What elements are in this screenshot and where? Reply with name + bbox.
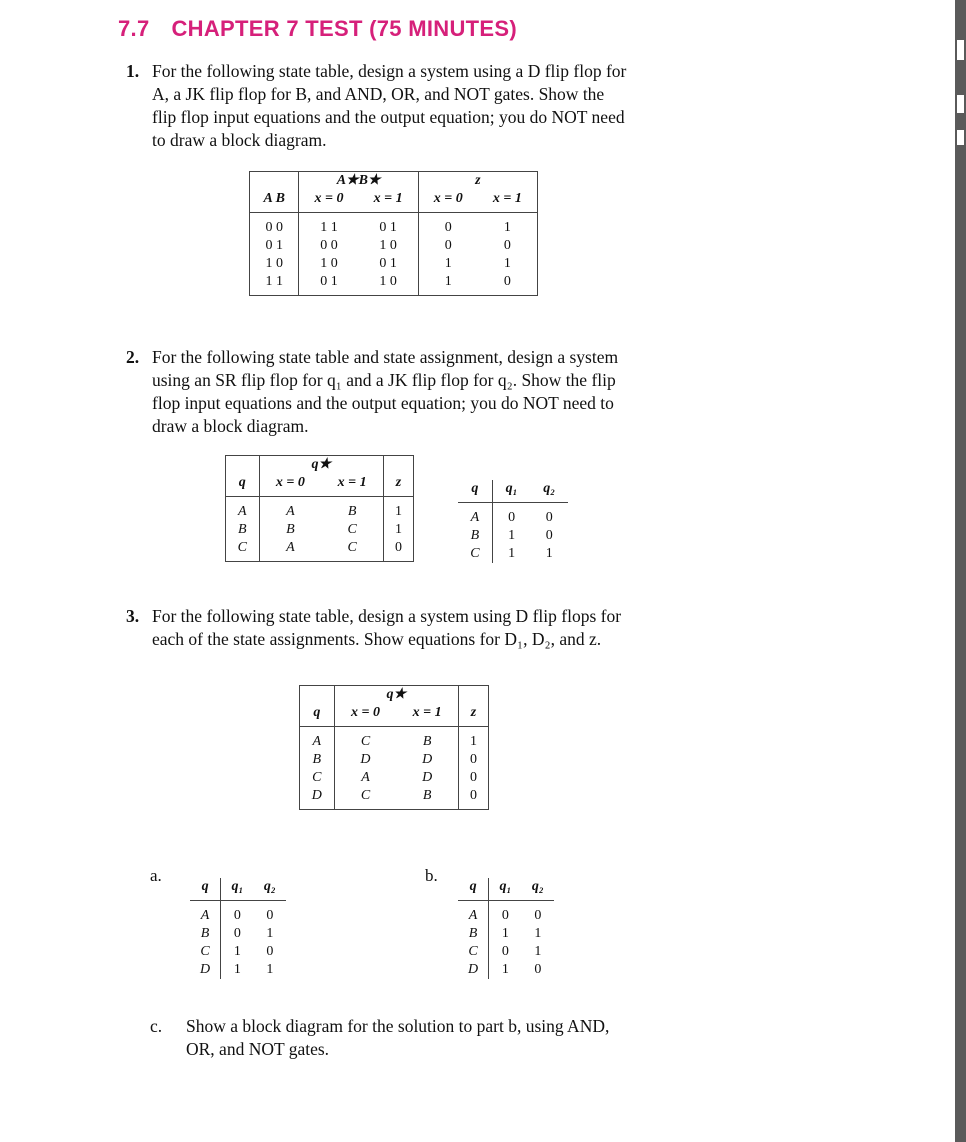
column-header: x = 0 [334, 704, 396, 727]
part-a-label: a. [150, 866, 162, 885]
part-c-label: c. [150, 1016, 163, 1036]
table-cell: C [347, 540, 357, 555]
column-header: z [383, 474, 413, 497]
table-cell: B [200, 926, 210, 941]
table-cell: 1 [266, 962, 274, 977]
table-cell: 0 [221, 901, 254, 926]
question-line: OR, and NOT gates. [186, 1039, 330, 1059]
column-header: x = 1 [359, 190, 419, 213]
table-cell: 1 0 [299, 255, 359, 273]
table-row [226, 497, 414, 522]
column-header: q₂ [522, 878, 554, 901]
table-row [190, 943, 286, 961]
table-cell: A [334, 769, 396, 787]
question-line: flop input equations and the output equation; you do NOT need to [152, 393, 614, 413]
table-row [300, 769, 489, 787]
table-cell: 1 0 [265, 256, 283, 271]
column-header: q₂ [531, 480, 569, 503]
table-cell: 1 [545, 546, 553, 561]
state-table-q1 [249, 171, 538, 296]
column-header: q [458, 878, 489, 901]
table-row [250, 172, 538, 191]
table-cell: B [468, 926, 478, 941]
table-row [250, 255, 538, 273]
table-cell: A [200, 908, 210, 923]
table-cell: B [237, 522, 247, 537]
table-cell: 0 [492, 503, 530, 528]
table-cell: 1 [534, 944, 542, 959]
table-cell: 1 0 [379, 274, 397, 289]
table-row [250, 237, 538, 255]
table-cell: D [200, 962, 211, 977]
question-line: For the following state table, design a system using a D flip flop for [152, 61, 627, 81]
column-header: q [226, 474, 260, 497]
column-header: x = 1 [321, 474, 383, 497]
table-row [458, 503, 568, 528]
table-cell: C [470, 546, 480, 561]
table-cell: D [311, 788, 322, 803]
table-cell: 0 1 [299, 273, 359, 296]
table-cell: 1 [534, 926, 542, 941]
question-1 [126, 60, 686, 152]
question-number: 1. [126, 61, 140, 81]
question-line: For the following state table and state assignment, design a system [152, 347, 619, 367]
table-cell: D [334, 751, 396, 769]
question-line: to draw a block diagram. [152, 130, 327, 150]
table-row [458, 961, 554, 979]
table-row [300, 787, 489, 810]
question-line: flip flop input equations and the output equation; you do NOT need [152, 107, 625, 127]
table-cell: B [470, 528, 480, 543]
table-cell: 0 [503, 238, 511, 253]
table-row [226, 539, 414, 562]
table-cell: 0 0 [265, 220, 283, 235]
table-row [226, 474, 414, 497]
column-header: q₁ [492, 480, 530, 503]
table-cell: A [259, 497, 321, 522]
table-cell: 1 1 [299, 213, 359, 238]
table-cell: A [237, 504, 247, 519]
table-cell: 1 [492, 527, 530, 545]
table-cell: 1 1 [265, 274, 283, 289]
table-cell: C [334, 727, 396, 752]
question-number: 2. [126, 347, 140, 367]
table-cell: 0 1 [379, 256, 397, 271]
table-cell: 0 [266, 908, 274, 923]
question-number: 3. [126, 606, 140, 626]
table-row [458, 527, 568, 545]
table-cell: A [470, 510, 480, 525]
table-cell: D [422, 770, 433, 785]
table-cell: C [200, 944, 210, 959]
table-cell: 1 [418, 273, 478, 296]
table-cell: 0 [489, 943, 522, 961]
table-row [458, 545, 568, 563]
table-row [250, 273, 538, 296]
part-b-label: b. [425, 866, 438, 885]
table-cell: 0 [383, 539, 413, 562]
column-header: x = 0 [299, 190, 359, 213]
column-group-header: z [418, 172, 537, 191]
table-cell: 0 [266, 944, 274, 959]
table-row [300, 704, 489, 727]
column-header: q [190, 878, 221, 901]
table-cell: 0 1 [265, 238, 283, 253]
column-header: q₂ [254, 878, 286, 901]
table-row [300, 727, 489, 752]
table-cell: 1 [503, 256, 511, 271]
column-header: x = 1 [478, 190, 538, 213]
part-c [150, 1015, 710, 1061]
section-title [118, 16, 517, 42]
table-row [226, 521, 414, 539]
table-row [458, 901, 554, 926]
column-group-header: q★ [259, 456, 383, 475]
table-cell: B [259, 521, 321, 539]
question-2 [126, 346, 686, 438]
question-line: Show a block diagram for the solution to part b, using AND, [186, 1016, 610, 1036]
table-cell: 1 [266, 926, 274, 941]
state-table-q3 [299, 685, 489, 810]
question-line: A, a JK flip flop for B, and AND, OR, and NOT gates. Show the [152, 84, 605, 104]
table-cell: 1 0 [379, 238, 397, 253]
table-cell: D [468, 962, 479, 977]
table-cell: A [468, 908, 478, 923]
table-cell: 1 [503, 220, 511, 235]
table-cell: 1 [489, 925, 522, 943]
table-cell: 0 [418, 213, 478, 238]
table-cell: 1 [418, 255, 478, 273]
question-line: draw a block diagram. [152, 416, 309, 436]
table-row [190, 925, 286, 943]
table-cell: 0 [534, 962, 542, 977]
state-assignment-q2 [458, 480, 568, 563]
table-row [300, 686, 489, 705]
state-assignment-a [190, 878, 286, 979]
table-cell: 0 [459, 769, 489, 787]
table-cell: C [468, 944, 478, 959]
column-header: x = 0 [259, 474, 321, 497]
table-cell: 1 [383, 521, 413, 539]
table-cell: A [259, 539, 321, 562]
column-header: q₁ [221, 878, 254, 901]
column-header: x = 0 [418, 190, 478, 213]
column-header: q [300, 704, 335, 727]
table-row [250, 213, 538, 238]
column-header: A B [250, 190, 299, 213]
table-cell: 0 [459, 787, 489, 810]
table-cell: 1 [221, 943, 254, 961]
table-cell: C [312, 770, 322, 785]
table-cell: C [237, 540, 247, 555]
column-group-header: q★ [334, 686, 458, 705]
question-3 [126, 605, 686, 651]
state-assignment-b [458, 878, 554, 979]
column-header: q₁ [489, 878, 522, 901]
question-line: For the following state table, design a system using D flip flops for [152, 606, 622, 626]
table-cell: 0 [459, 751, 489, 769]
table-row [190, 961, 286, 979]
section-heading: CHAPTER 7 TEST (75 MINUTES) [171, 16, 517, 41]
table-row [458, 480, 568, 503]
table-cell: 0 0 [299, 237, 359, 255]
table-cell: A [312, 734, 322, 749]
table-row [458, 878, 554, 901]
table-row [226, 456, 414, 475]
table-cell: 0 [503, 274, 511, 289]
column-header: q [458, 480, 492, 503]
state-table-q2 [225, 455, 414, 562]
table-cell: 0 [545, 528, 553, 543]
table-cell: B [422, 788, 432, 803]
table-cell: B [347, 504, 357, 519]
table-cell: D [422, 752, 433, 767]
table-cell: C [334, 787, 396, 810]
table-row [190, 878, 286, 901]
table-cell: B [312, 752, 322, 767]
column-header: z [459, 704, 489, 727]
table-cell: 0 [418, 237, 478, 255]
question-line: using an SR flip flop for q₁ and a JK flip flop for q₂. Show the flip [152, 370, 616, 390]
table-cell: B [422, 734, 432, 749]
section-number: 7.7 [118, 16, 150, 41]
table-row [190, 901, 286, 926]
table-row [458, 943, 554, 961]
table-row [458, 925, 554, 943]
page-edge-bar [955, 0, 966, 1142]
table-cell: 0 [489, 901, 522, 926]
table-cell: 0 1 [379, 220, 397, 235]
table-cell: 1 [492, 545, 530, 563]
table-cell: 0 [534, 908, 542, 923]
table-cell: C [347, 522, 357, 537]
question-line: each of the state assignments. Show equations for D₁, D₂, and z. [152, 629, 602, 649]
column-header: x = 1 [396, 704, 458, 727]
table-cell: 1 [221, 961, 254, 979]
column-group-header: A★B★ [299, 172, 418, 191]
table-cell: 1 [383, 497, 413, 522]
table-cell: 1 [459, 727, 489, 752]
table-row [300, 751, 489, 769]
table-row [250, 190, 538, 213]
table-cell: 0 [545, 510, 553, 525]
table-cell: 1 [489, 961, 522, 979]
table-cell: 0 [221, 925, 254, 943]
